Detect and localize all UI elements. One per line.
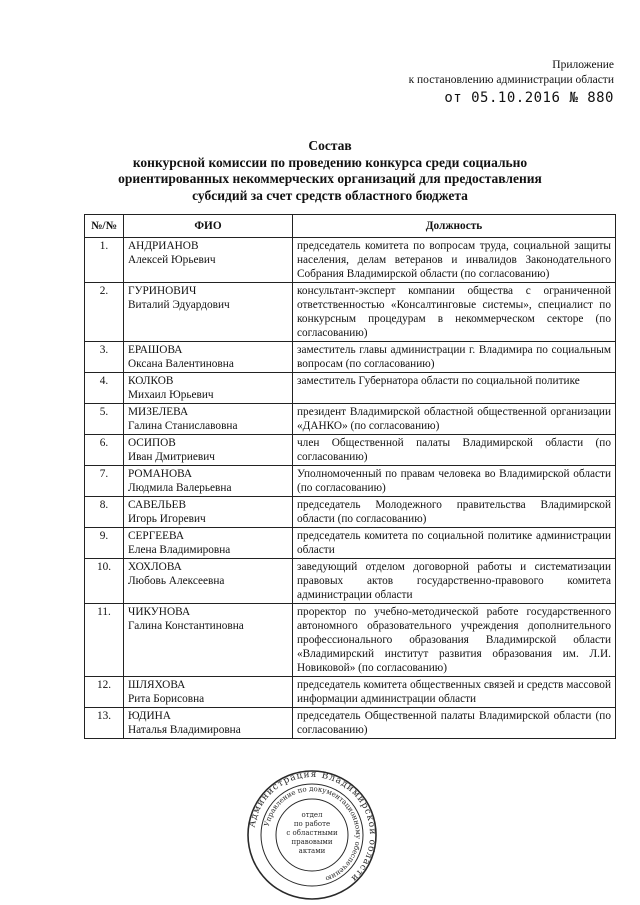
row-number: 3. [85, 342, 124, 373]
member-surname: ОСИПОВ [128, 437, 176, 449]
member-surname: САВЕЛЬЕВ [128, 499, 187, 511]
table-row [85, 677, 616, 708]
member-given-names: Галина Станиславовна [128, 420, 238, 432]
stamp-center-line: актами [298, 847, 326, 855]
resolution-date-number: от 05.10.2016 № 880 [444, 90, 614, 106]
member-name-cell [124, 435, 293, 466]
table-row [85, 528, 616, 559]
row-number: 8. [85, 497, 124, 528]
header-fio: ФИО [124, 215, 293, 238]
table-row [85, 559, 616, 604]
appendix-block [409, 58, 614, 106]
member-surname: СЕРГЕЕВА [128, 530, 185, 542]
member-name-cell [124, 528, 293, 559]
table-row [85, 604, 616, 677]
row-number: 7. [85, 466, 124, 497]
appendix-label: Приложение [552, 59, 614, 71]
stamp-center-line: отдел [301, 811, 323, 819]
member-surname: ЮДИНА [128, 710, 171, 722]
member-name-cell [124, 283, 293, 342]
member-position: председатель комитета общественных связей и средств массовой информации администрации области [293, 677, 616, 708]
member-surname: РОМАНОВА [128, 468, 193, 480]
member-position: председатель комитета по вопросам труда, социальной защиты населения, делам ветеранов и инвалидов Законодательного Собрания Владимирской области (по согласованию) [293, 238, 616, 283]
member-position: проректор по учебно-методической работе государственного автономного образовательного учреждения дополнительного профессионального образования Владимирской области «Владимирский институт развития образования им. Л.И. Новиковой» (по согласованию) [293, 604, 616, 677]
table-row [85, 466, 616, 497]
row-number: 12. [85, 677, 124, 708]
row-number: 13. [85, 708, 124, 739]
row-number: 4. [85, 373, 124, 404]
member-name-cell [124, 404, 293, 435]
row-number: 11. [85, 604, 124, 677]
header-position: Должность [293, 215, 616, 238]
table-row [85, 404, 616, 435]
member-name-cell [124, 604, 293, 677]
member-surname: ШЛЯХОВА [128, 679, 186, 691]
member-position: президент Владимирской областной общественной организации «ДАНКО» (по согласованию) [293, 404, 616, 435]
member-given-names: Елена Владимировна [128, 544, 231, 556]
member-surname: ЧИКУНОВА [128, 606, 191, 618]
member-position: член Общественной палаты Владимирской области (по согласованию) [293, 435, 616, 466]
member-name-cell [124, 559, 293, 604]
member-given-names: Виталий Эдуардович [128, 299, 230, 311]
member-surname: КОЛКОВ [128, 375, 174, 387]
member-name-cell [124, 677, 293, 708]
member-name-cell [124, 238, 293, 283]
table-header-row [85, 215, 616, 238]
stamp-center-line: по работе [293, 820, 331, 828]
member-surname: ЕРАШОВА [128, 344, 183, 356]
document-title [40, 138, 620, 204]
row-number: 9. [85, 528, 124, 559]
table-row [85, 373, 616, 404]
stamp-outer-text: Администрация Владимирской области [247, 770, 378, 884]
title-line-1: Состав [308, 138, 352, 153]
table-row [85, 708, 616, 739]
commission-table [84, 214, 616, 739]
member-given-names: Наталья Владимировна [128, 724, 241, 736]
member-name-cell [124, 373, 293, 404]
member-given-names: Людмила Валерьевна [128, 482, 232, 494]
member-position: Уполномоченный по правам человека во Владимирской области (по согласованию) [293, 466, 616, 497]
table-row [85, 435, 616, 466]
header-number: №/№ [85, 215, 124, 238]
title-line-2: конкурсной комиссии по проведению конкурса среди социально [132, 154, 528, 170]
table-row [85, 238, 616, 283]
member-position: заместитель Губернатора области по социальной политике [293, 373, 616, 404]
member-given-names: Рита Борисовна [128, 693, 205, 705]
stamp-center-line: правовыми [291, 838, 333, 846]
member-position: председатель комитета по социальной политике администрации области [293, 528, 616, 559]
official-stamp [242, 770, 382, 900]
member-position: заместитель главы администрации г. Владимира по социальным вопросам (по согласованию) [293, 342, 616, 373]
row-number: 1. [85, 238, 124, 283]
member-given-names: Игорь Игоревич [128, 513, 206, 525]
member-name-cell [124, 708, 293, 739]
member-given-names: Любовь Алексеевна [128, 575, 225, 587]
table-row [85, 283, 616, 342]
member-surname: ГУРИНОВИЧ [128, 285, 197, 297]
member-given-names: Галина Константиновна [128, 620, 244, 632]
title-line-4: субсидий за счет средств областного бюджета [192, 187, 468, 203]
member-position: заведующий отделом договорной работы и систематизации правовых актов государственно-правового комитета администрации области [293, 559, 616, 604]
table-row [85, 342, 616, 373]
member-surname: ХОХЛОВА [128, 561, 182, 573]
row-number: 2. [85, 283, 124, 342]
stamp-center-text [286, 811, 338, 855]
stamp-middle-text: Управление по документационному обеспечению [262, 784, 363, 883]
member-name-cell [124, 497, 293, 528]
appendix-reference: к постановлению администрации области [408, 74, 614, 86]
member-name-cell [124, 466, 293, 497]
row-number: 6. [85, 435, 124, 466]
member-surname: МИЗЕЛЕВА [128, 406, 189, 418]
member-surname: АНДРИАНОВ [128, 240, 199, 252]
member-given-names: Иван Дмитриевич [128, 451, 215, 463]
member-given-names: Оксана Валентиновна [128, 358, 234, 370]
member-given-names: Михаил Юрьевич [128, 389, 214, 401]
member-position: председатель Общественной палаты Владимирской области (по согласованию) [293, 708, 616, 739]
member-position: председатель Молодежного правительства Владимирской области (по согласованию) [293, 497, 616, 528]
member-position: консультант-эксперт компании общества с ограниченной ответственностью «Консалтинговые системы», специалист по конкурсным процедурам в некоммерческом секторе (по согласованию) [293, 283, 616, 342]
title-line-3: ориентированных некоммерческих организаций для предоставления [118, 171, 542, 186]
table-row [85, 497, 616, 528]
member-given-names: Алексей Юрьевич [128, 254, 216, 266]
stamp-center-line: с областными [286, 829, 338, 837]
member-name-cell [124, 342, 293, 373]
row-number: 10. [85, 559, 124, 604]
row-number: 5. [85, 404, 124, 435]
